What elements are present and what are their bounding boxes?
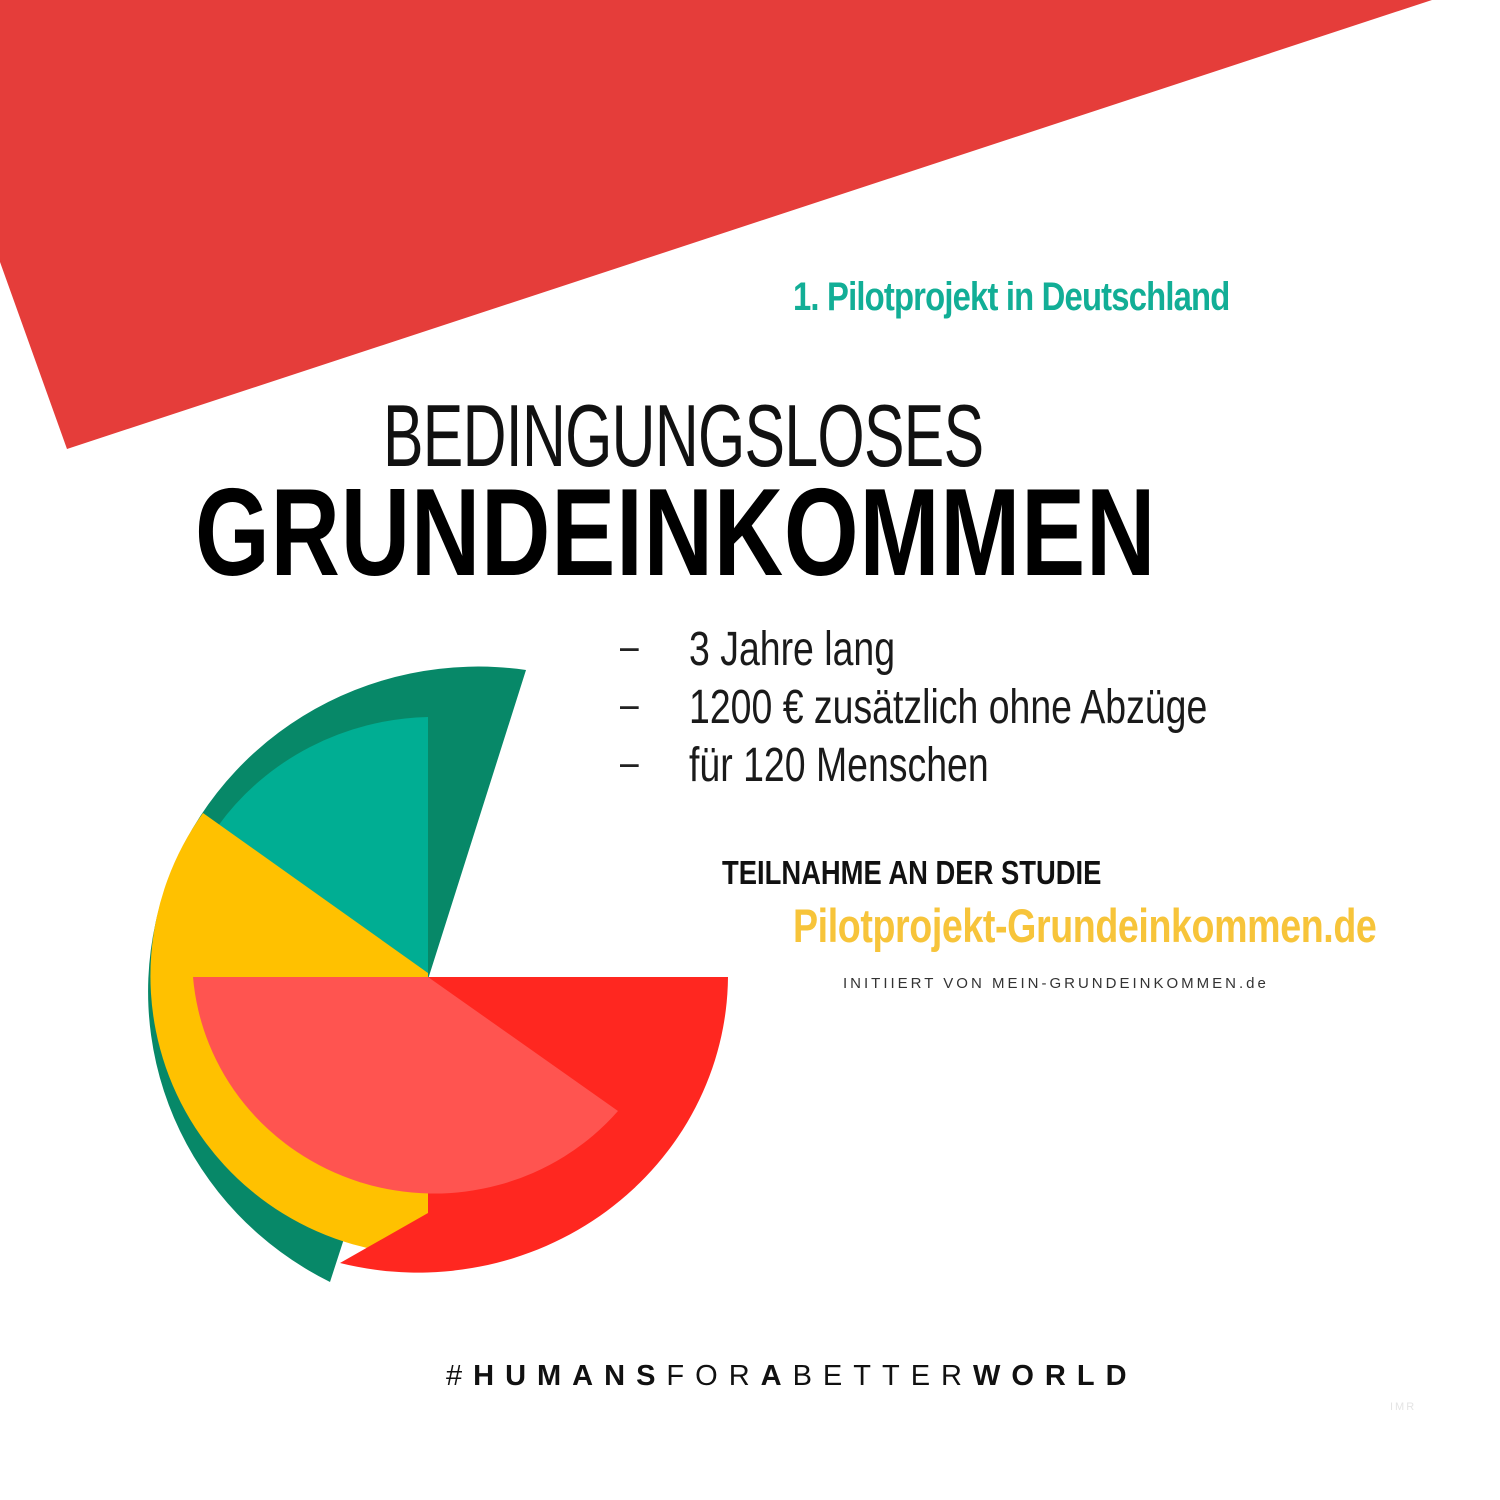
feature-text: 1200 € zusätzlich ohne Abzüge xyxy=(689,681,1208,734)
hashtag-humans-for-a-better-world xyxy=(446,1360,1138,1393)
title-line-1: BEDINGUNGSLOSES xyxy=(383,386,984,485)
hashtag-prefix: # xyxy=(446,1360,474,1392)
feature-text: für 120 Menschen xyxy=(689,739,989,792)
study-label: TEILNAHME AN DER STUDIE xyxy=(722,854,1102,891)
hashtag-word-better: BETTER xyxy=(792,1360,973,1392)
dash-bullet: – xyxy=(620,622,639,669)
hashtag-word-a: A xyxy=(760,1360,793,1392)
hashtag-word-world: WORLD xyxy=(973,1360,1138,1392)
subtitle: 1. Pilotprojekt in Deutschland xyxy=(793,275,1230,319)
hashtag-word-for: FOR xyxy=(666,1360,761,1392)
initiated-by-text: INITIIERT VON MEIN-GRUNDEINKOMMEN.de xyxy=(843,975,1269,992)
hashtag-word-humans: HUMANS xyxy=(473,1360,667,1392)
signature-watermark: IMR xyxy=(1390,1401,1417,1413)
feature-text: 3 Jahre lang xyxy=(689,623,896,676)
title-line-2: GRUNDEINKOMMEN xyxy=(195,464,1157,602)
dash-bullet: – xyxy=(620,738,639,785)
study-url-link[interactable]: Pilotprojekt-Grundeinkommen.de xyxy=(793,899,1377,952)
dash-bullet: – xyxy=(620,680,639,727)
